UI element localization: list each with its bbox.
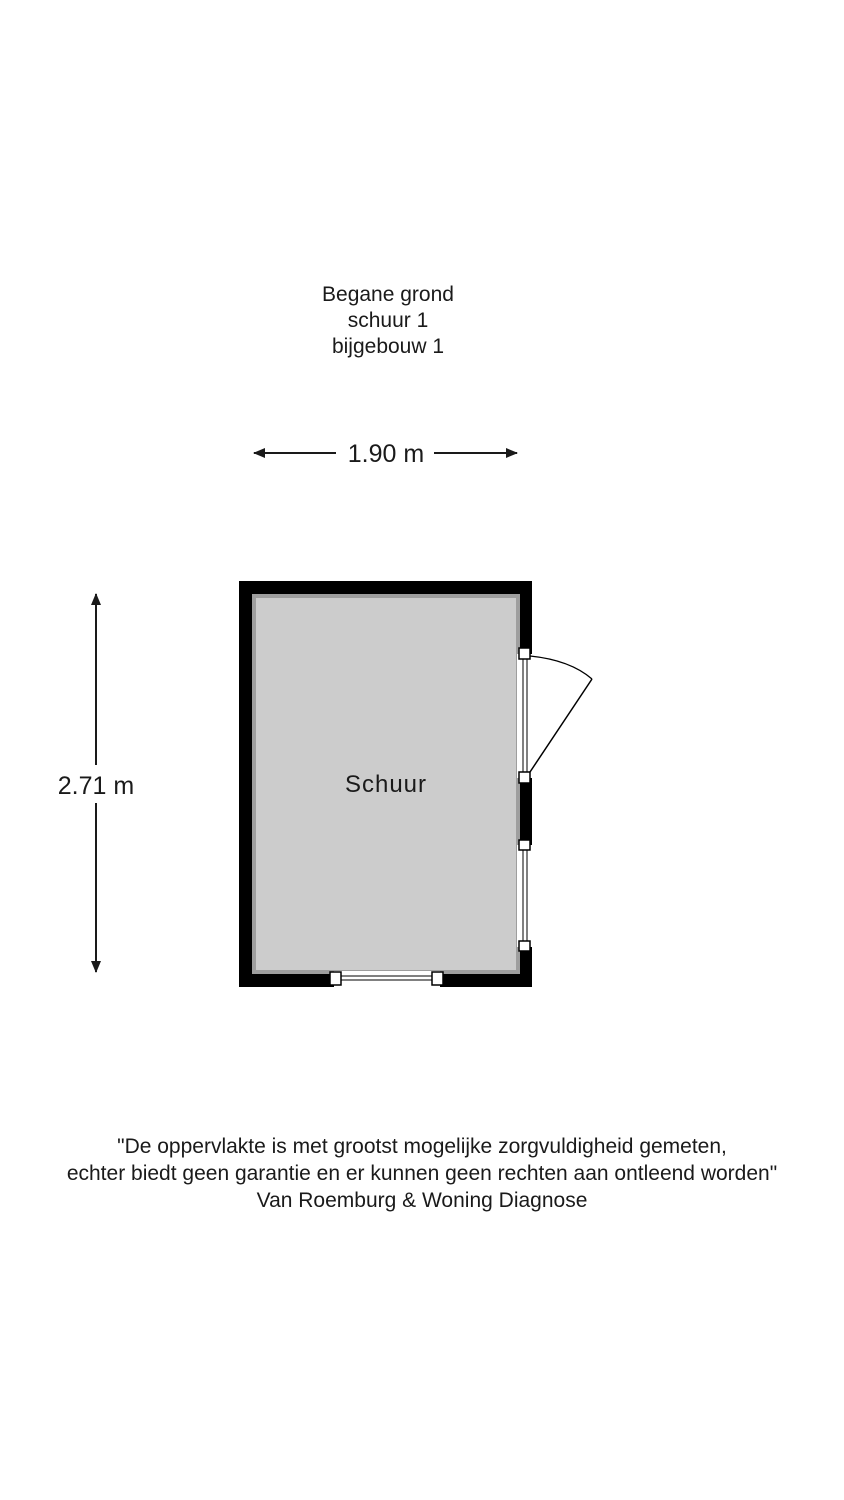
room-schuur	[239, 581, 592, 987]
window-jamb-left	[330, 972, 341, 985]
annex-title: bijgebouw 1	[331, 335, 445, 358]
window-bottom	[330, 971, 443, 987]
floor-title: Begane grond	[322, 283, 454, 306]
window-jamb-bottom	[519, 941, 530, 951]
disclaimer-line-2: echter biedt geen garantie en er kunnen geen rechten aan ontleend worden"	[66, 1162, 778, 1185]
window-jamb-right	[432, 972, 443, 985]
building-title: schuur 1	[347, 309, 429, 332]
door-opening	[517, 654, 533, 778]
door-jamb-top	[519, 648, 530, 659]
width-dimension-label: 1.90 m	[347, 440, 425, 468]
window-opening	[334, 971, 440, 987]
height-dimension	[58, 594, 134, 972]
window-opening	[517, 845, 533, 947]
disclaimer	[0, 1133, 844, 1214]
door-swing-arc	[530, 656, 592, 679]
width-dimension	[254, 440, 517, 468]
window-jamb-top	[519, 840, 530, 850]
room-name-label: Schuur	[344, 771, 428, 798]
door-jamb-bottom	[519, 772, 530, 783]
window-right	[517, 840, 533, 951]
door-leaf	[530, 679, 592, 772]
height-dimension-label: 2.71 m	[57, 772, 135, 800]
disclaimer-company: Van Roemburg & Woning Diagnose	[256, 1189, 588, 1212]
door	[517, 648, 592, 783]
disclaimer-line-1: "De oppervlakte is met grootst mogelijke zorgvuldigheid gemeten,	[117, 1135, 727, 1158]
